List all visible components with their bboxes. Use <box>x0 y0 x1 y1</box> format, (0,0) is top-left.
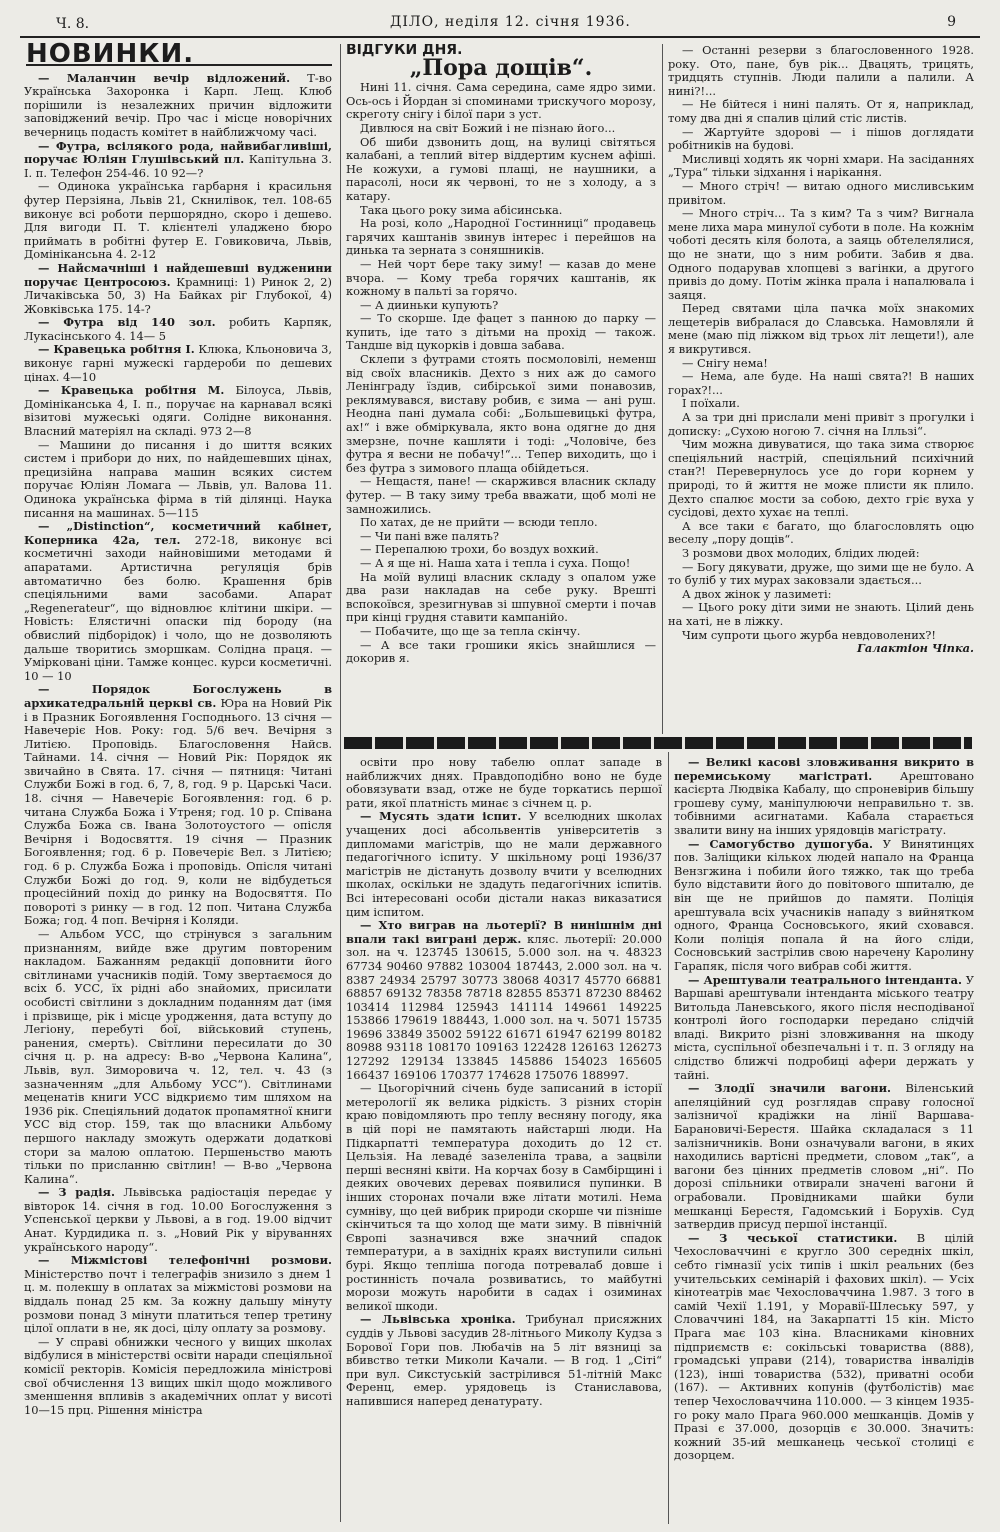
news-item: — У справі обнижки чесного у вищих школах відбулися в міністерстві освіти наради спеціяльної комісії ректорів. Комісія передложила міністрові свої обчислення 13 вищих шкіл щодо можливого зменшення впливів з академічних оплат у висоті 10—15 прц. Рішення міністра <box>24 1334 332 1417</box>
masthead: ДІЛО, неділя 12. січня 1936. <box>390 14 631 30</box>
news-column-middle <box>346 756 662 1526</box>
feuilleton-paragraph: — Нема, але буде. На наші свята?! В наших горах?!... <box>668 369 974 397</box>
section-divider-bar <box>344 737 972 749</box>
feuilleton-paragraph: Склепи з футрами стоять посмоловілі, неменш від своїх власників. Дехто з них аж до самого Ленінграду їздив, сибірської зими понавозив, реклямувався, виставу робив, є зима — ані руш. Неодна панi думала собі: „Большевицькі футра, ах!“ і вже обміркувала, якто вона одягне до дня змерзне, почне кашляти і тоді: „Чоловіче, без футра я весни не побачу!“... Тепер виходить, що і без футра з зимового плаща обійдеться. <box>346 352 656 475</box>
vidguky-headline: „Пора дощів“. <box>409 54 593 81</box>
news-column-right <box>674 756 974 1526</box>
feuilleton-paragraph: А за три дні прислали мені привіт з прогулки і дописку: „Сухою ногою 7. січня на Ілльзі“. <box>668 410 974 438</box>
feuilleton-paragraph: — Жартуйте здорові — і пішов доглядати робітників на будові. <box>668 124 974 153</box>
news-middle-body <box>346 756 662 1409</box>
feuilleton-paragraph: З розмови двох молодих, блідих людей: <box>682 545 920 560</box>
news-item: — Злодії значили вагони. Віленський апеляційний суд розглядав справу голосної залізничої крадіжки на лінії Варшава-Барановичі-Берестя. Шайка складалася з 11 залізничників. Вони означували вагони, в яких находились вартісні предмети, словом „так“, а вагони без цінних предметів словом „ні“. По дорозі спільники отвирали значені вагони й ограбовали. Провідниками шайки були мешканці Берестя, Гадомський і Борухів. Суд затвердив присуд першої інстанції. <box>674 1081 974 1232</box>
feuilleton-paragraph: — Останні резерви з благословенного 1928. року. Ото, пане, був рік... Двацять, трицять, тридцять ступнів. Люди палили а палили. А нині?!... <box>668 44 974 98</box>
feuilleton-paragraph: — А все таки грошики якісь знайшлися — докорив я. <box>346 637 656 666</box>
news-item: — Хто виграв на льотерії? В нинішнім дні впали такі виграні держ. кляс. льотерії: 20.000 зол. на ч. 123745 130615, 5.000 зол. на ч. 48323 67734 90460 97882 103004 187443, 2.000 зол. на ч. 8387 24934 25797 30773 38068 40317 45770 66881 68857 69132 78358 78718 82855 85371 87230 88462 103414 112984 125943 141114 149661 149225 153866 179619 188443, 1.000 зол. на ч. 5071 15735 19696 33849 35002 59122 61671 61947 62199 80182 80988 93118 108170 109163 122428 126163 126273 127292 129134 133845 145886 154023 165605 166437 169106 170377 174628 175076 188997. <box>346 918 662 1082</box>
feuilleton-paragraph: І поїхали. <box>682 396 740 411</box>
feuilleton-paragraph: — Много стріч! — витаю одного мисливським привітом. <box>668 178 974 207</box>
feuilleton-continuation-body <box>668 44 974 642</box>
feuilleton-paragraph: По хатах, де не прийти — всюди тепло. <box>360 515 598 530</box>
column-rule-right-top <box>662 44 663 734</box>
news-item: — Мусять здати іспит. У вселюдних школах учащених досі абсольвентів університетів з дипломами магістрів, що не мали державного педагогічного іспиту. У шкільному році 1936/37 магістрів не дістануть дозволу вчити у вселюдних школах, оскільки не здадуть педагогічних іспитів. Всі інтересовані особи дістали наказ виказатися цим іспитом. <box>346 809 662 919</box>
news-item: — Львівська хроніка. Трибунал присяжних суддів у Львові засудив 28-літнього Миколу Кудза з Борової Гори пов. Любачів на 5 літ вязниці за вбивство тетки Миколи Качали. — В год. 1 „Сіті“ при вул. Сикстуській застрілився 51-літній Макс Ференц, емер. урядовець із Станиславова, напившися наперед денатурату. <box>346 1312 662 1408</box>
page-header <box>20 10 980 38</box>
feuilleton-paragraph: Перед святами ціла пачка моїх знакомих лещетерів вибралася до Славська. Намовляли й мене (маю під ліжком від трьох літ лещети!), але я викрутився. <box>668 301 974 357</box>
vidguky-section-label: ВІДГУКИ ДНЯ. <box>346 44 463 58</box>
feuilleton-paragraph: — Не бійтеся і нині палять. От я, наприклад, тому два дні я спалив цілий стіс листів. <box>668 97 974 125</box>
feuilleton-paragraph: — Снігу нема! <box>682 355 768 370</box>
news-item: — Цьогорічний січень буде записаний в історії метерології як велика рідкість. З різних сторін краю повідомляють про теплу весняну погоду, яка в цій порі не памятають найстарші люди. На Підкарпатті температура доходить до 12 ст. Цельзія. На леваде́ зазеленіла трава, а зацвіли перші весняні квіти. На корчах бозу в Самбірщині і деяких овочевих деревах появилися пупинки. В інших сторонах почали вже літати мотилі. Нема сумніву, що цей вибрик природи скорше чи пізніше скінчиться та що холод ще мати зиму. В північній Європі зазначився вже значний спадок температури, а в західніх краях виступили сильні бурі. Якщо тепліша погода потревалаб довше і ростинність почала розвиватись, то майбутні морози можуть наробити в садах і озиминах великої шкоди. <box>346 1081 662 1313</box>
news-item: — Альбом УСС, що стрінувся з загальним признанням, вийде вже другим повтореним накладом. Бажанням редакції доповнити його світлинами учасників подій. Тому звертаємося до всіх б. УСС, їх рідні або знайомих, присилати особисті світлини з докладним поданням дат (імя і прізвище, рік і місце уродження, дата вступу до Легіону, перебуті бої, військовий ступень, ранения, смерть). Світлини пересилати до 30 січня ц. р. на адресу: В-во „Червона Калина“, Львів, вул. Зиморовича ч. 12, тел. ч. 43 (з зазначенням „для Альбому УСС“). Світлинами меценатів книги УСС відкриємо тим шляхом на 1936 рік. Спеціяльний додаток пропамятної книги УСС від стор. 159, так що власники Альбому першого накладу зможуть одержати додаткові стори за малою оплатою. Першеньство мають тільки по присланню світлин! — В-во „Червона Калина“. <box>24 927 332 1186</box>
news-item: — Одинока українська гарбарня і красильня футер Перзіяна, Львів 21, Скнилівок, тел. 108-65 виконує всі роботи першорядно, скоро і дешево. Для вигоди П. Т. клієнтелі уладжено бюро приймать в робітні футер Е. Говиковича, Львів, Домінікансьна 4. 2-12 <box>24 179 332 262</box>
feuilleton-paragraph: А все таки є багато, що благословлять оцю веселу „пору дощів“. <box>668 518 974 547</box>
news-item: — Порядок Богослужень в архикатедральній церкві св. Юра на Новий Рік і в Празник Богоявлення Господнього. 13 січня — Навечеріє Нов. Року: год. 5/6 веч. Вечірня з Литією. Проповідь. Благословення Найсв. Тайнами. 14. січня — Новий Рік: Порядок як звичайно в Свята. 17. січня — пятниця: Читані Служби Божі в год. 6, 7, 8, год. 9 р. Царські Часи. 18. січня — Навечеріє Богоявлення: год. 6 р. читана Служба Божа і Утреня; год. 10 р. Співана Служба Божа св. Івана Золотоустого — опісля Вечірня і Водосвяття. 19 січня — Празник Богоявлення; год. 6 р. Повечеріє Вел. з Литією; год. 6 р. Служба Божа і проповідь. Опісля читані Служби Божі до год. 9, коли не відбудеться процесійний похід до ринку на Водосвяття. По повороті з ринку — в год. 12 поп. Читана Служба Божа; год. 4 поп. Вечірня і Коляди. <box>24 682 332 928</box>
feuilleton-paragraph: А двох жінок у лазиметі: <box>682 586 832 601</box>
feuilleton-paragraph: Дивлюся на світ Божий і не пізнаю його... <box>360 120 616 135</box>
news-item: — Кравецька робітня М. Білоуса, Львів, Домініканська 4, І. п., поручає на карнавал всякі візитові мужеські одяги. Солідне виконання. Власний матеріял на складі. 973 2—8 <box>24 383 332 439</box>
feuilleton-paragraph: Чим супроти цього журба невдоволених?! <box>682 627 936 642</box>
news-item: — Маланчин вечір відложений. Т-во Українська Захоронка і Карп. Лещ. Клюб порішили із незалежних причин відложити заповіджений вечір. Про час і місце новорічних вечерниць подасть комітет в найближчому часі. <box>24 70 332 139</box>
feuilleton-paragraph: — Богу дякувати, друже, що зими ще не було. А то буліб у тих мурах заковзали здається... <box>668 559 974 588</box>
feuilleton-paragraph: Нині 11. січня. Сама середина, саме ядро зими. Ось-ось і Йордан зі споминами трискучого морозу, скреготу снігу і білої пари з уст. <box>346 80 656 122</box>
feuilleton-paragraph: — Цього року діти зими не знають. Цілий день на хаті, не в ліжку. <box>668 600 974 628</box>
feuilleton-paragraph: — А я ще ні. Наша хата і тепла і суха. Пощо! <box>360 555 631 570</box>
news-item: — Великі касові зловживання викрито в перемиському магістраті. Арештовано касієрта Людвіка Кабалу, що спроневірив більшу грошеву суму, маніпулюючи неправильно т. зв. тобівними асигнатами. Кабала старається звалити вину на інших урядовців магістрату. <box>674 756 974 837</box>
feuilleton-paragraph: — Перепалюю трохи, бо воздух вохкий. <box>360 542 599 557</box>
feuilleton-paragraph: Така цього року зима абісинська. <box>360 202 563 217</box>
feuilleton-paragraph: На моїй вулиці власник складу з опалом уже два рази накладав на себе руку. Врешті вспокоївся, зрезигнував зі шпувної смерти і почав при кінці грудня ставити кампанійо. <box>346 569 656 625</box>
news-right-body <box>674 756 974 1463</box>
vidguky-column <box>346 44 656 732</box>
news-item: — Міжмістові телефонічні розмови. Міністерство почт і телеграфів знизило з днем 1 ц. м. полекшу в оплатах за міжмістові розмови на віддаль понад 25 км. За кожну дальшу мінуту розмови понад 3 мінути платиться тепер третину цілої оплати в не, як досі, цілу оплату за розмову. <box>24 1253 332 1336</box>
feuilleton-paragraph: — Нещастя, пане! — скаржився власник складу футер. — В таку зиму треба вважати, щоб молі не замножились. <box>346 474 656 516</box>
news-item: — З чеської статистики. В цілій Чехословаччині є кругло 300 середніх шкіл, себто гімназії усіх типів і шкіл реальних (без учительських семінарій і фахових шкіл). — Усіх кінотеатрів має Чехословаччина 1.987. З того в самій Чехії 1.191, у Моравії-Шлеську 597, у Словаччині 184, на Закарпатті 15 кін. Місто Прага має 103 кіна. Власниками кіновних підприємств є: сокільські товариства (888), громадські управи (214), товариства інвалідів (123), інші товариства (532), приватні особи (167). — Активних копунів (футболістів) має тепер Чехословаччина 110.000. — З кінцем 1935-го року мало Прага 960.000 мешканців. Домів у Празі є 37.000, дозорців є 30.000. Значить: кожний 35-ий мешканець чеської столиці є дозорцем. <box>674 1230 974 1463</box>
news-item: — З радія. Львівська радіостація передає у вівторок 14. січня в год. 10.00 Богослуження з Успенської церкви у Львові, а в год. 19.00 відчит Анат. Курдидика п. з. „Новий Рік у віруваннях українського народу“. <box>24 1185 332 1254</box>
feuilleton-signature: Галактіон Чіпка. <box>857 641 974 656</box>
feuilleton-paragraph: — Ней чорт бере таку зиму! — казав до мене вчора. — Кому треба горячих каштанів, як кожному в пальті за горячо. <box>346 256 656 299</box>
novinky-body <box>24 72 332 1418</box>
feuilleton-paragraph: — А дииньки купують? <box>360 297 499 312</box>
feuilleton-paragraph: — Чи пані вже палять? <box>360 528 499 543</box>
column-rule-left <box>340 44 341 1522</box>
feuilleton-paragraph: — Много стріч... Та з ким? Та з чим? Вигнала мене лиха мара минулої суботи в поле. На кожнім чоботі десять кіля болота, а заяць обтелелялися, що не знати, що з ним робити. Забив я два. Одного подарував хлопцеві з вагінки, а другого привіз до дому. Потім жінка прала і напалювала і заяця. <box>668 206 974 302</box>
news-item: — Машини до писання і до шиття всяких систем і прибори до них, по найдешевших цінах, прецизійна направа машин всяких систем поручає Юліян Ломага — Львів, ул. Валова 11. Одинока українська фірма в тій ділянці. Наука писання на машинах. 5—115 <box>24 437 332 520</box>
feuilleton-paragraph: Мисливці ходять як чорні хмари. На засіданнях „Тура“ тільки зідхання і нарікання. <box>668 151 974 180</box>
news-item: — Арештували театрального інтенданта. У Варшаві арештували інтенданта міського театру Витольда Ланевського, якого після несподіваної контролі його господарки передано слідчій владі. Викрито різні зловживання на шкоду міста, суспільної обезпечальні і т. п. З огляду на слідство ближчі подробиці афери держать у тайні. <box>674 972 974 1082</box>
feuilleton-paragraph: Чим можна дивуватися, що така зима створює спеціяльний настрій, спеціяльний психічний стан?! Перевернулось усе до гори корнем у природі, то й життя не може плисти як плило. Дехто спалює мости за собою, дехто гріє вуха у сусідові, дехто хухає на теплі. <box>668 437 974 520</box>
novinky-column <box>24 42 332 1526</box>
news-item: — „Distinction“, косметичний кабінет, Коперника 42а, тел. 272-18, виконує всі косметичні заходи найновішими методами й апаратами. Артистична регуляція брів автоматично без болю. Крашення брів спеціяльними вами засобами. Апарат „Regenerateur“, що відновлює клітини шкіри. — Новість: Елястичні опаски під бороду (на обвислий підборідок) і чоло, що не дозволяють дальше творитись зморшкам. Солідна праця. — Умірковані ціни. Тамже концес. курси косметичні. 10 — 10 <box>24 519 332 683</box>
feuilleton-continuation-column <box>668 44 974 732</box>
page-number: 9 <box>947 14 956 30</box>
news-item: — Кравецька робітня І. Клюка, Кльоновича 3, виконує гарні мужескі гардероби по дешевих цінах. 4—10 <box>24 342 332 384</box>
page-issue-label: Ч. 8. <box>56 16 90 32</box>
vidguky-body <box>346 81 656 666</box>
news-item: освіти про нову табелю оплат западе в найближчих днях. Правдоподібно воно не буде обовязувати взад, отже не буде торкатись першої рати, якої платність минає з січнем ц. р. <box>346 756 662 810</box>
news-item: — Самогубство душогуба. У Винятинцях пов. Заліщики кількох людей напало на Франца Вензгжина і побили його тяжко, так що треба було відставити його до повітового шпиталю, де він ще не прийшов до памяти. Поліція арештувала всіх учасників нападу з вийнятком одного, Франца Сосновського, який сховався. Коли поліція попала й на його сліди, Сосновський застрілив свою наречену Каролину Гарапяк, після чого вибрав собі життя. <box>674 836 974 973</box>
feuilleton-paragraph: — Побачите, що ще за тепла скінчу. <box>360 623 581 638</box>
news-item: — Футра, всілякого рода, найвибагливіші, поручає Юліян Глушівський пл. Капітульна 3. І. п. Телефон 254-46. 10 92—? <box>24 138 332 180</box>
news-item: — Футра від 140 зол. робить Карпяк, Лукасінського 4. 14— 5 <box>24 315 332 343</box>
feuilleton-paragraph: Об шиби дзвонить дощ, на вулиці світяться калабані, а теплий вітер віддертим куснем афіші. Не кожухи, а гумові плащі, не наушники, а парасолі, носи як червоні, то не з холоду, а з катару. <box>346 134 656 203</box>
feuilleton-paragraph: — То скорше. Іде фацет з панною до парку — купить, іде тато з дітьми на прохід — також. Тандше від цукорків і довша забава. <box>346 311 656 353</box>
column-rule-right-bottom <box>668 752 669 1524</box>
feuilleton-paragraph: На розі, коло „Народної Гостинниці“ продавець гарячих каштанів звинув інтерес і перейшов на динька та зерната з соняшників. <box>346 216 656 258</box>
novinky-title: НОВИНКИ. <box>26 48 332 66</box>
news-item: — Найсмачніші і найдешевші вудженини поручає Центросоюз. Крамниці: 1) Ринок 2, 2) Личаківська 50, 3) На Байках ріг Глубокої, 4) Жовківська 175. 14-? <box>24 260 332 316</box>
